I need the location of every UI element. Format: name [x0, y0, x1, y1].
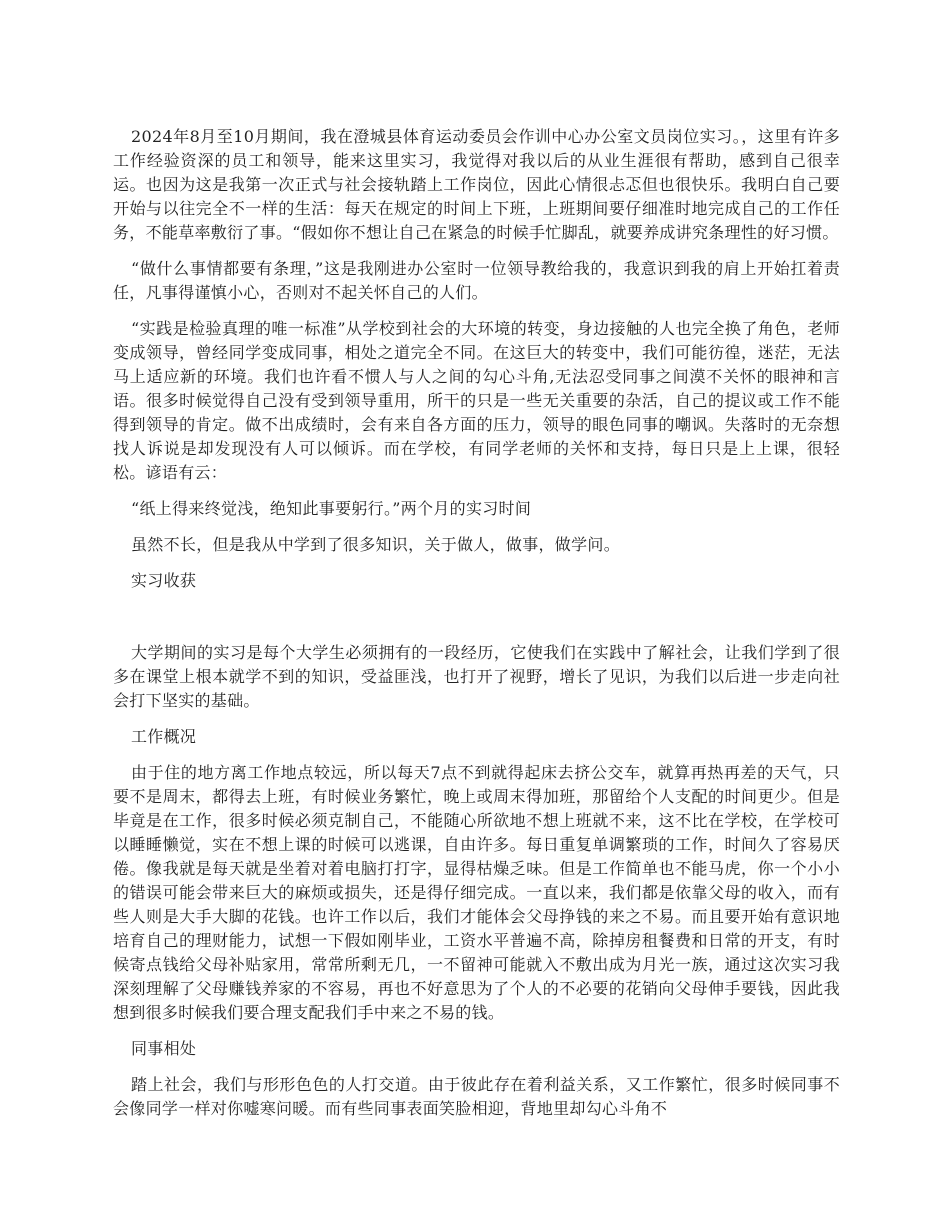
paragraph-colleagues: 踏上社会，我们与形形色色的人打交道。由于彼此存在着利益关系，又工作繁忙，很多时候同事不会像同学一样对你嘘寒问暖。而有些同事表面笑脸相迎，背地里却勾心斗角不 — [113, 1075, 840, 1118]
heading-colleagues: 同事相处 — [131, 1039, 197, 1058]
paragraph-practice-truth: “实践是检验真理的唯一标准”从学校到社会的大环境的转变，身边接触的人也完全换了角色，老师变成领导，曾经同学变成同事，相处之道完全不同。在这巨大的转变中，我们可能彷徨，迷茫，无法马上适应新的环境。我们也许看不惯人与人之间的勾心斗角,无法忍受同事之间漠不关怀的眼神和言语。很多时候觉得自己没有受到领导重用，所干的只是一些无关重要的杂活，自己的提议或工作不能得到领导的肯定。做不出成绩时，会有来自各方面的压力，领导的眼色同事的嘲讽。失落时的无奈想找人诉说是却发现没有人可以倾诉。而在学校，有同学老师的关怀和支持，每日只是上上课，很轻松。谚语有云： — [113, 319, 840, 482]
section-spacer — [113, 605, 840, 641]
heading-work-overview: 工作概况 — [131, 727, 197, 746]
document-body — [113, 125, 840, 1133]
paragraph-knowledge: 虽然不长，但是我从中学到了很多知识，关于做人，做事，做学问。 — [131, 535, 621, 554]
paragraph-order-advice: “做什么事情都要有条理，”这是我刚进办公室时一位领导教给我的，我意识到我的肩上开始扛着责任，凡事得谨慎小心，否则对不起关怀自己的人们。 — [113, 259, 840, 302]
heading-internship-gains: 实习收获 — [131, 571, 197, 590]
paragraph-work-details: 由于住的地方离工作地点较远，所以每天7点不到就得起床去挤公交车，就算再热再差的天气，只要不是周末，都得去上班，有时候业务繁忙，晚上或周末得加班，那留给个人支配的时间更少。但是毕竟是在工作，很多时候必须克制自己，不能随心所欲地不想上班就不来，这不比在学校，在学校可以睡睡懒觉，实在不想上课的时候可以逃课，自由许多。每日重复单调繁琐的工作，时间久了容易厌倦。像我就是每天就是坐着对着电脑打打字，显得枯燥乏味。但是工作简单也不能马虎，你一个小小的错误可能会带来巨大的麻烦或损失，还是得仔细完成。一直以来，我们都是依靠父母的收入，而有些人则是大手大脚的花钱。也许工作以后，我们才能体会父母挣钱的来之不易。而且要开始有意识地培育自己的理财能力，试想一下假如刚毕业，工资水平普遍不高，除掉房租餐费和日常的开支，有时候寄点钱给父母补贴家用，常常所剩无几，一不留神可能就入不敷出成为月光一族，通过这次实习我深刻理解了父母赚钱养家的不容易，再也不好意思为了个人的不必要的花销向父母伸手要钱，因此我想到很多时候我们要合理支配我们手中来之不易的钱。 — [113, 763, 840, 1022]
paragraph-proverb: “纸上得来终觉浅，绝知此事要躬行。”两个月的实习时间 — [131, 499, 532, 518]
paragraph-university-internship: 大学期间的实习是每个大学生必须拥有的一段经历，它使我们在实践中了解社会，让我们学到了很多在课堂上根本就学不到的知识，受益匪浅，也打开了视野，增长了见识，为我们以后进一步走向社会打下坚实的基础。 — [113, 643, 840, 710]
paragraph-internship-intro: 2024年8月至10月期间，我在澄城县体育运动委员会作训中心办公室文员岗位实习。，这里有许多工作经验资深的员工和领导，能来这里实习，我觉得对我以后的从业生涯很有帮助，感到自己很幸运。也因为这是我第一次正式与社会接轨踏上工作岗位，因此心情很忐忑但也很快乐。我明白自己要开始与以往完全不一样的生活：每天在规定的时间上下班，上班期间要仔细准时地完成自己的工作任务，不能草率敷衍了事。“假如你不想让自己在紧急的时候手忙脚乱，就要养成讲究条理性的好习惯。 — [113, 127, 840, 242]
